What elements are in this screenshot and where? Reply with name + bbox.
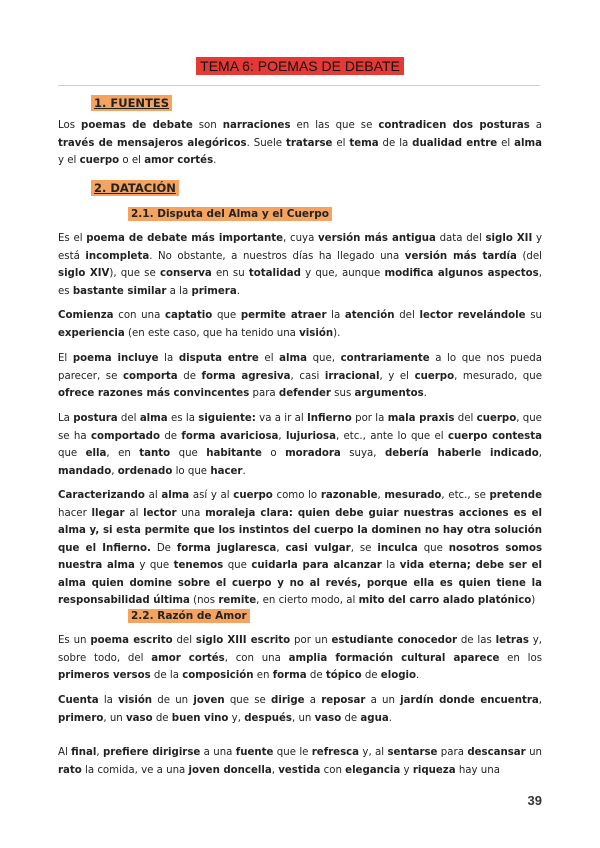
paragraph-razon-3: Al final, prefiere dirigirse a una fuente que le refresca y, al sentarse para descansar un rato la comida, ve a una joven doncella, vestida con elegancia y riqueza hay una (58, 747, 542, 776)
paragraph-disputa-2: Comienza con una captatio que permite atraer la atención del lector revelándole su experiencia (en este caso, que ha tenido una visión). (58, 310, 542, 339)
subsection-heading-disputa: 2.1. Disputa del Alma y el Cuerpo (128, 207, 332, 221)
title-wrap (0, 56, 600, 75)
page-number: 39 (527, 793, 542, 808)
paragraph-disputa-4: La postura del alma es la siguiente: va a ir al Infierno por la mala praxis del cuerpo, que se ha comportado de forma avariciosa, lujuriosa, etc., ante lo que el cuerpo contesta que ella, en tanto que habitante o moradora suya, debería haberle indicado, mandado, ordenado lo que hacer. (58, 413, 542, 477)
paragraph-razon-2: Cuenta la visión de un joven que se dirige a reposar a un jardín donde encuentra, primero, un vaso de buen vino y, después, un vaso de agua. (58, 695, 542, 724)
paragraph-disputa-1: Es el poema de debate más importante, cuya versión más antigua data del siglo XII y está incompleta. No obstante, a nuestros días ha llegado una versión más tardía (del siglo XIV), que se conserva en su totalidad y que, aunque modifica algunos aspectos, es bastante similar a la primera. (58, 233, 542, 297)
section-heading-fuentes: 1. FUENTES (91, 95, 172, 111)
subsection-heading-razon: 2.2. Razón de Amor (128, 609, 250, 623)
section-heading-datacion: 2. DATACIÓN (91, 180, 179, 196)
paragraph-fuentes: Los poemas de debate son narraciones en las que se contradicen dos posturas a través de mensajeros alegóricos. Suele tratarse el tema de la dualidad entre el alma y el cuerpo o el amor cortés. (58, 120, 543, 166)
paragraph-disputa-3: El poema incluye la disputa entre el alma que, contrariamente a lo que nos pueda parecer, se comporta de forma agresiva, casi irracional, y el cuerpo, mesurado, que ofrece razones más convincentes para defender sus argumentos. (58, 353, 542, 399)
paragraph-disputa-5: Caracterizando al alma así y al cuerpo como lo razonable, mesurado, etc., se pretende hacer llegar al lector una moraleja clara: quien debe guiar nuestras acciones es el alma y, si esta permite que los instintos del cuerpo la dominen no hay otra solución que el Infierno. De forma juglaresca, casi vulgar, se inculca que nosotros somos nuestra alma y que tenemos que cuidarla para alcanzar la vida eterna; debe ser el alma quien domine sobre el cuerpo y no al revés, porque ella es quien tiene la responsabilidad última (nos remite, en cierto modo, al mito del carro alado platónico) (58, 490, 543, 606)
page-title: TEMA 6: POEMAS DE DEBATE (196, 57, 404, 75)
paragraph-razon-1: Es un poema escrito del siglo XIII escrito por un estudiante conocedor de las letras y, sobre todo, del amor cortés, con una amplia formación cultural aparece en los primeros versos de la composición en forma de tópico de elogio. (58, 635, 543, 681)
title-divider (58, 85, 540, 86)
